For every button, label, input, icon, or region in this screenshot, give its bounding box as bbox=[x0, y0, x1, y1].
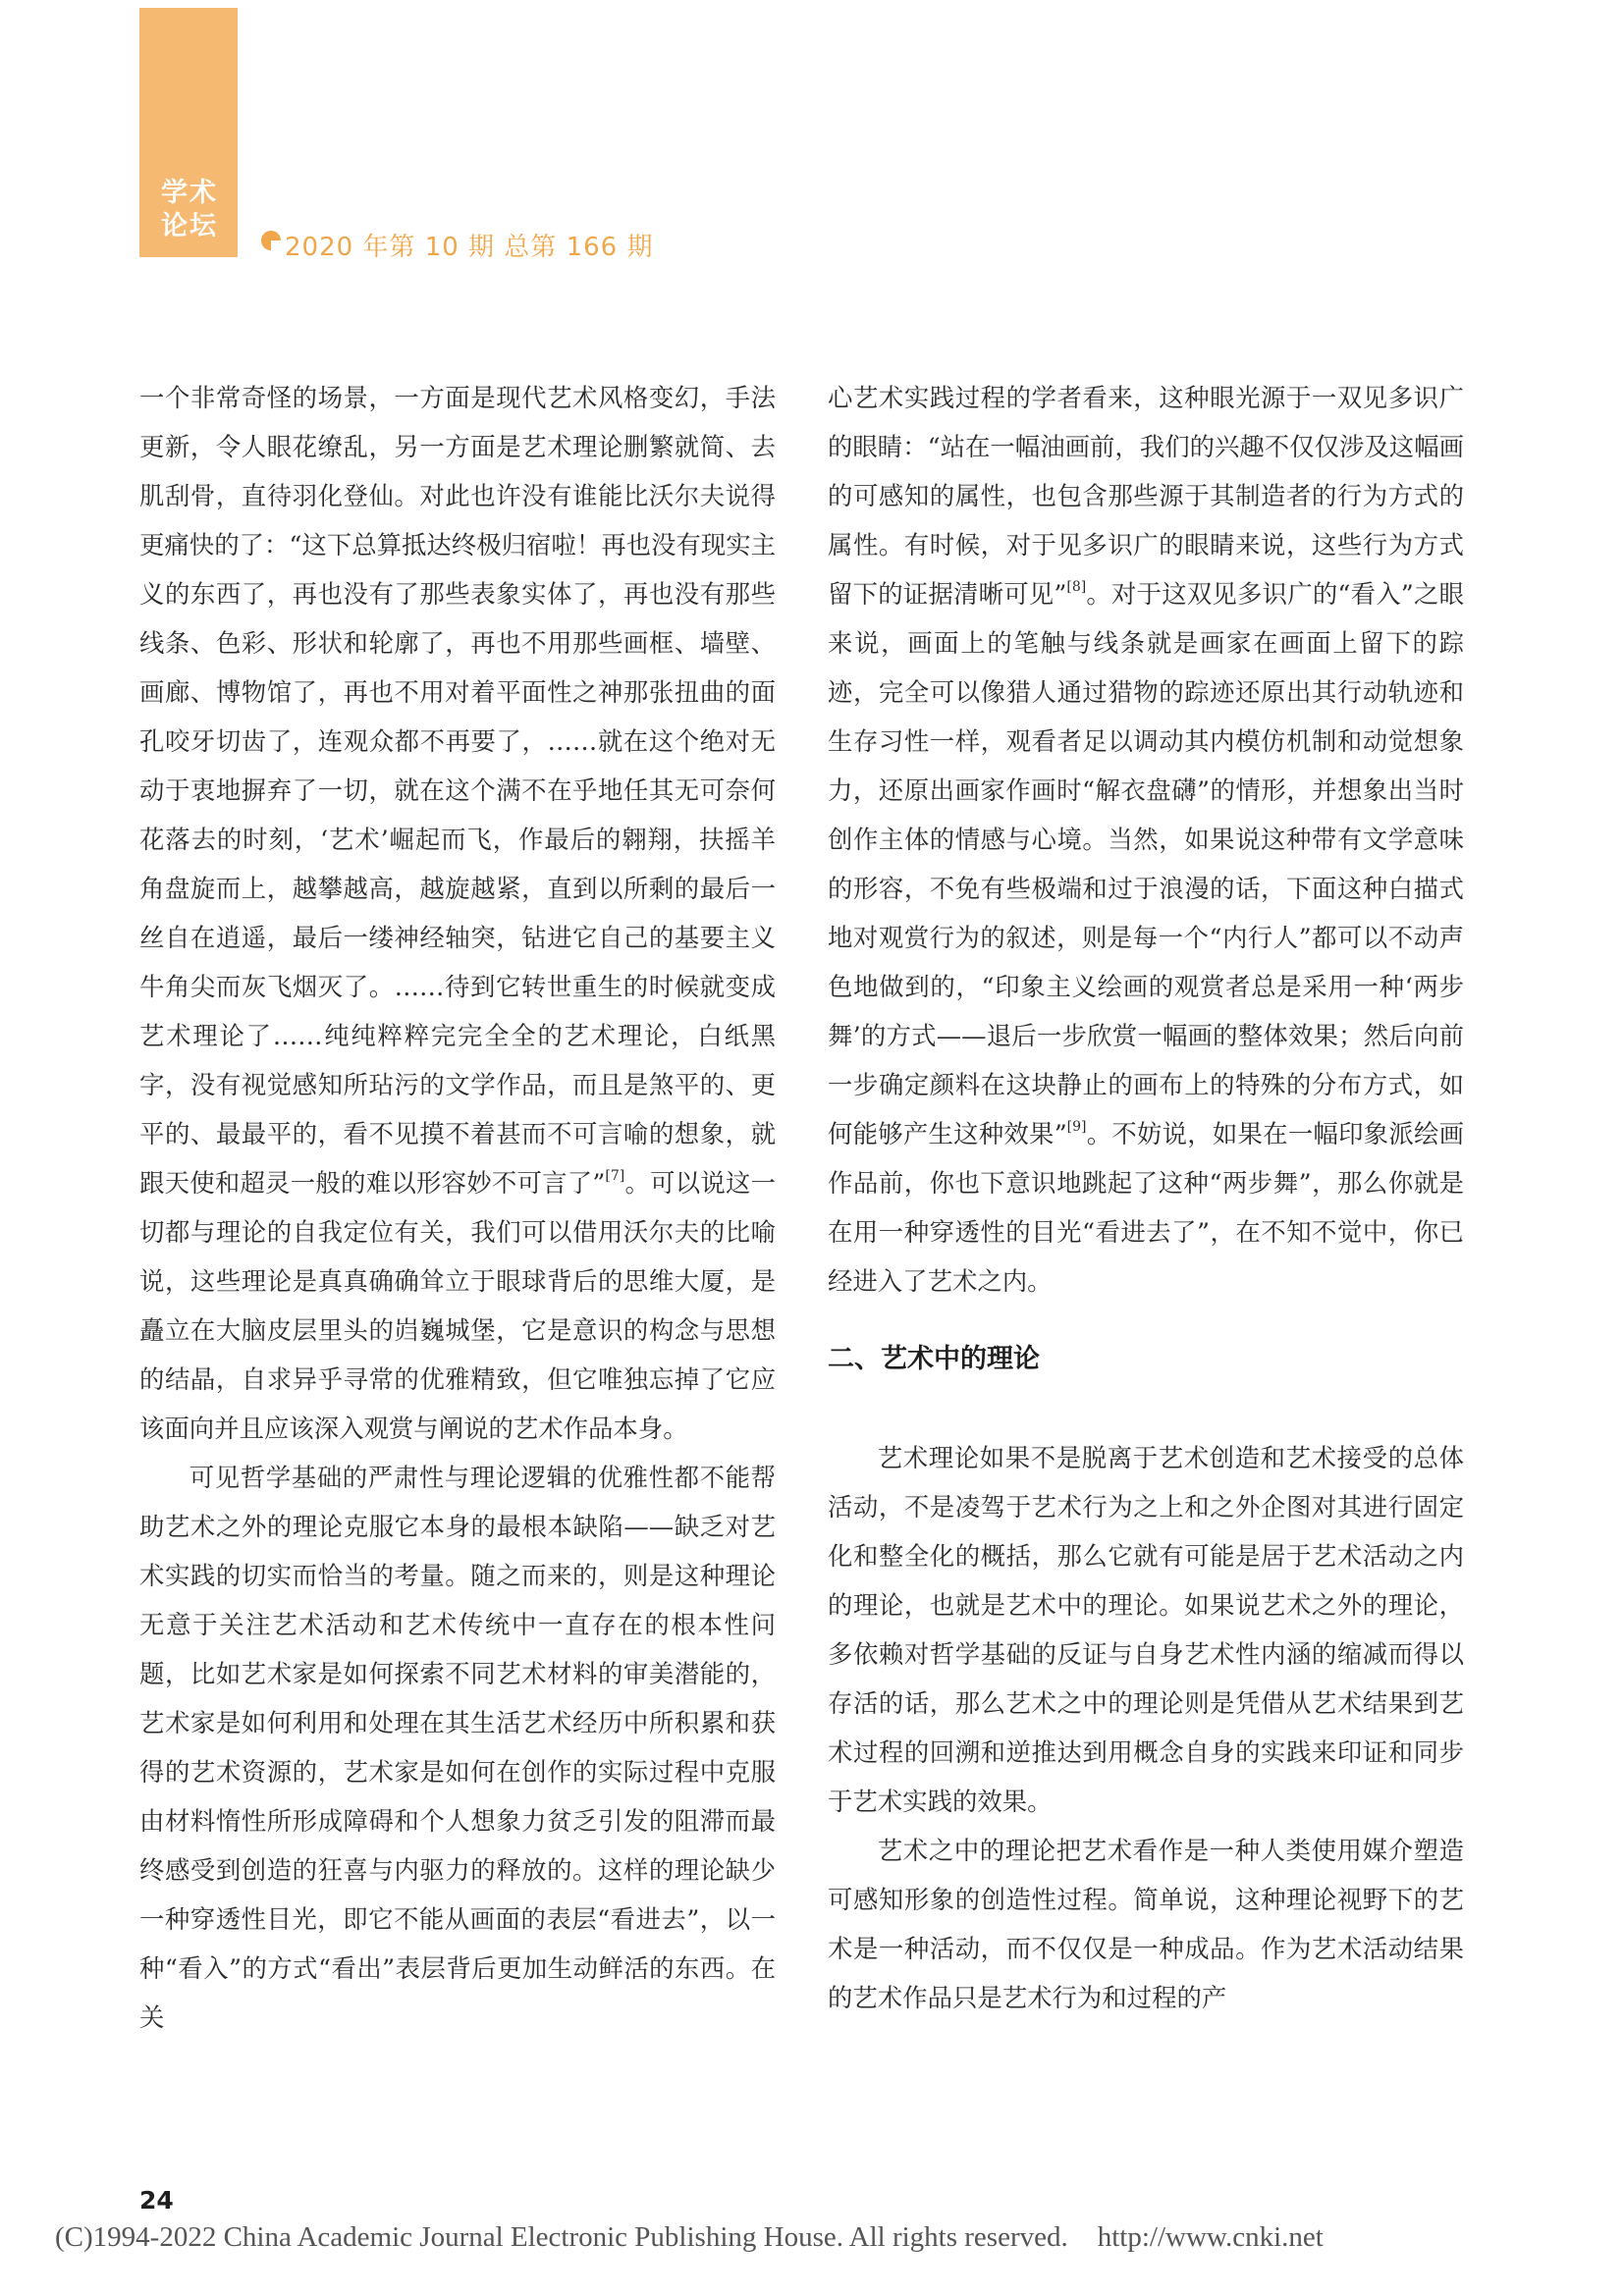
right-paragraph-3: 艺术之中的理论把艺术看作是一种人类使用媒介塑造可感知形象的创造性过程。简单说，这种理论视野下的艺术是一种活动，而不仅仅是一种成品。作为艺术活动结果的艺术作品只是艺术行为和过程的产 bbox=[828, 1836, 1464, 2012]
citation-ref: [9] bbox=[1066, 1119, 1087, 1135]
section-label-line2: 论坛 bbox=[161, 211, 218, 241]
citation-ref: [8] bbox=[1066, 579, 1087, 595]
page-number: 24 bbox=[139, 2186, 174, 2215]
section-label-line1: 学术 bbox=[161, 178, 218, 208]
citation-ref: [7] bbox=[605, 1168, 625, 1184]
copyright-footer bbox=[55, 2221, 1324, 2254]
section-label bbox=[161, 177, 220, 243]
right-paragraph-1a: 心艺术实践过程的学者看来，这种眼光源于一双见多识广的眼睛：“站在一幅油画前，我们的兴趣不仅仅涉及这幅画的可感知的属性，也包含那些源于其制造者的行为方式的属性。有时候，对于见多识广的眼睛来说，这些行为方式留下的证据清晰可见” bbox=[828, 383, 1464, 609]
left-paragraph-1-tail: 。可以说这一切都与理论的自我定位有关，我们可以借用沃尔夫的比喻说，这些理论是真真确确耸立于眼球背后的思维大厦，是矗立在大脑皮层里头的岿巍城堡，它是意识的构念与思想的结晶，自求异乎寻常的优雅精致，但它唯独忘掉了它应该面向并且应该深入观赏与阐说的艺术作品本身。 bbox=[139, 1168, 776, 1443]
issue-text: 2020 年第 10 期 总第 166 期 bbox=[285, 232, 654, 262]
issue-dot-icon bbox=[261, 231, 281, 250]
issue-info bbox=[261, 225, 653, 264]
right-paragraph-1 bbox=[828, 373, 1464, 1306]
section-heading: 二、艺术中的理论 bbox=[828, 1344, 1040, 1374]
footer-url: http://www.cnki.net bbox=[1097, 2221, 1324, 2253]
right-paragraph-1c: 。不妨说，如果在一幅印象派绘画作品前，你也下意识地跳起了这种“两步舞”，那么你就是在用一种穿透性的目光“看进去了”，在不知不觉中，你已经进入了艺术之内。 bbox=[828, 1119, 1464, 1296]
right-paragraph-2: 艺术理论如果不是脱离于艺术创造和艺术接受的总体活动，不是凌驾于艺术行为之上和之外企图对其进行固定化和整全化的概括，那么它就有可能是居于艺术活动之内的理论，也就是艺术中的理论。如果说艺术之外的理论，多依赖对哲学基础的反证与自身艺术性内涵的缩减而得以存活的话，那么艺术之中的理论则是凭借从艺术结果到艺术过程的回溯和逆推达到用概念自身的实践来印证和同步于艺术实践的效果。 bbox=[828, 1443, 1464, 1816]
left-paragraph-1 bbox=[139, 373, 776, 1453]
right-paragraph-1b: 。对于这双见多识广的“看入”之眼来说，画面上的笔触与线条就是画家在画面上留下的踪迹，完全可以像猎人通过猎物的踪迹还原出其行动轨迹和生存习性一样，观看者足以调动其内模仿机制和动觉想象力，还原出画家作画时“解衣盘礴”的情形，并想象出当时创作主体的情感与心境。当然，如果说这种带有文学意味的形容，不免有些极端和过于浪漫的话，下面这种白描式地对观赏行为的叙述，则是每一个“内行人”都可以不动声色地做到的，“印象主义绘画的观赏者总是采用一种‘两步舞’的方式——退后一步欣赏一幅画的整体效果；然后向前一步确定颜料在这块静止的画布上的特殊的分布方式，如何能够产生这种效果” bbox=[828, 579, 1464, 1148]
left-paragraph-2: 可见哲学基础的严肃性与理论逻辑的优雅性都不能帮助艺术之外的理论克服它本身的最根本缺陷——缺乏对艺术实践的切实而恰当的考量。随之而来的，则是这种理论无意于关注艺术活动和艺术传统中一直存在的根本性问题，比如艺术家是如何探索不同艺术材料的审美潜能的，艺术家是如何利用和处理在其生活艺术经历中所积累和获得的艺术资源的，艺术家是如何在创作的实际过程中克服由材料惰性所形成障碍和个人想象力贫乏引发的阻滞而最终感受到创造的狂喜与内驱力的释放的。这样的理论缺少一种穿透性目光，即它不能从画面的表层“看进去”，以一种“看入”的方式“看出”表层背后更加生动鲜活的东西。在关 bbox=[139, 1463, 776, 2032]
right-column bbox=[828, 373, 1464, 2022]
left-paragraph-1-text: 一个非常奇怪的场景，一方面是现代艺术风格变幻，手法更新，令人眼花缭乱，另一方面是艺术理论删繁就简、去肌刮骨，直待羽化登仙。对此也许没有谁能比沃尔夫说得更痛快的了：“这下总算抵达终极归宿啦！再也没有现实主义的东西了，再也没有了那些表象实体了，再也没有那些线条、色彩、形状和轮廓了，再也不用那些画框、墙壁、画廊、博物馆了，再也不用对着平面性之神那张扭曲的面孔咬牙切齿了，连观众都不再要了，……就在这个绝对无动于衷地摒弃了一切，就在这个满不在乎地任其无可奈何花落去的时刻，‘艺术’崛起而飞，作最后的翱翔，扶摇羊角盘旋而上，越攀越高，越旋越紧，直到以所剩的最后一丝自在逍遥，最后一缕神经轴突，钻进它自己的基要主义牛角尖而灰飞烟灭了。……待到它转世重生的时候就变成艺术理论了……纯纯粹粹完完全全的艺术理论，白纸黑字，没有视觉感知所玷污的文学作品，而且是煞平的、更平的、最最平的，看不见摸不着甚而不可言喻的想象，就跟天使和超灵一般的难以形容妙不可言了” bbox=[139, 383, 776, 1198]
copyright-text: (C)1994-2022 China Academic Journal Electronic Publishing House. All rights reserved. bbox=[55, 2221, 1068, 2253]
section-tab bbox=[139, 8, 238, 257]
left-column bbox=[139, 373, 776, 2042]
